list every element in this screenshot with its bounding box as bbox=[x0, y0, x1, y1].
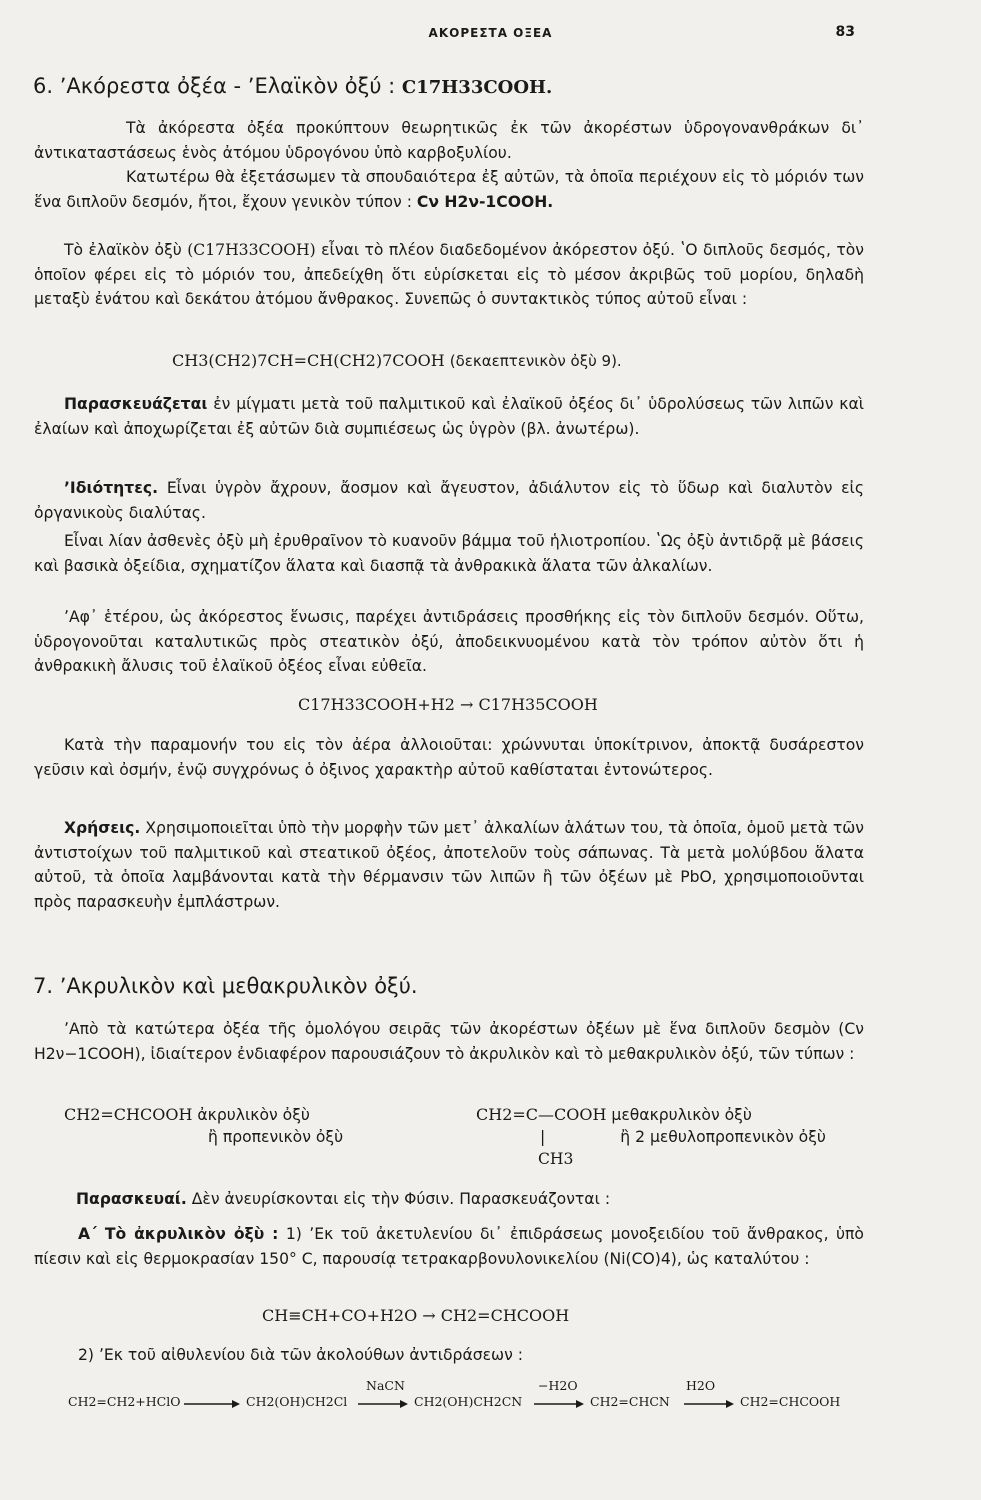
acrylic-alt-name: ἢ προπενικὸν ὀξὺ bbox=[208, 1128, 344, 1146]
chain-reagent-2: −H2O bbox=[538, 1378, 578, 1393]
section-6-heading bbox=[33, 74, 552, 100]
methacrylic-bond: | bbox=[540, 1128, 546, 1146]
methacrylic-branch: CH3 bbox=[538, 1150, 574, 1168]
hydrogenation-reaction: C17H33COOH+H2 → C17H35COOH bbox=[298, 695, 598, 714]
paragraph-uses bbox=[34, 816, 864, 914]
page-number: 83 bbox=[835, 24, 855, 40]
chain-arrow-3 bbox=[534, 1398, 584, 1410]
paragraph-properties bbox=[34, 476, 864, 525]
uses-lead: Χρήσεις. bbox=[64, 819, 141, 837]
oleic-structural-formula bbox=[172, 351, 622, 370]
paragraph-acidity: Εἶναι λίαν ἀσθενὲς ὀξὺ μὴ ἐρυθραῖνον τὸ κυανοῦν βάμμα τοῦ ἡλιοτροπίου. ʽΩς ὀξὺ ἀντιδρᾷ μὲ βάσεις καὶ βασικὰ ὀξείδια, σχηματίζον ἅλατα καὶ διασπᾷ τὰ ἀνθρακικὰ ἅλατα τῶν ἀλκαλίων. bbox=[34, 532, 864, 575]
acrylic-acid-block bbox=[64, 1104, 343, 1148]
structural-formula: CH3(CH2)7CH=CH(CH2)7COOH bbox=[172, 351, 445, 370]
ethylene-reaction-chain bbox=[68, 1378, 888, 1438]
chain-step-4: CH2=CHCN bbox=[590, 1394, 670, 1409]
general-formula-text: Κατωτέρω θὰ ἐξετάσωμεν τὰ σπουδαιότερα ἐξ αὐτῶν, τὰ ὁποῖα περιέχουν εἰς τὸ μόριόν των ἕνα διπλοῦν δεσμόν, ἤτοι, ἔχουν γενικὸν τύπον : bbox=[34, 168, 864, 211]
preparations-text: Δὲν ἀνευρίσκονται εἰς τὴν Φύσιν. Παρασκευάζονται : bbox=[191, 1190, 611, 1208]
preparation-text: ἐν μίγματι μετὰ τοῦ παλμιτικοῦ καὶ ἐλαϊκοῦ ὀξέος δι᾿ ὑδρολύσεως τῶν λιπῶν καὶ ἐλαίων καὶ ἀποχωρίζεται ἐξ αὐτῶν διὰ συμπιέσεως ὡς ὑγρὸν (βλ. ἀνωτέρω). bbox=[34, 395, 864, 438]
acetylene-reaction: CH≡CH+CO+H2O → CH2=CHCOOH bbox=[262, 1306, 570, 1325]
chain-reagent-3: H2O bbox=[686, 1378, 716, 1393]
chain-arrow-2 bbox=[358, 1398, 408, 1410]
chain-step-5: CH2=CHCOOH bbox=[740, 1394, 841, 1409]
running-title: ΑΚΟΡΕΣΤΑ ΟΞΕΑ bbox=[428, 26, 553, 40]
chain-reagent-1: NaCN bbox=[366, 1378, 405, 1393]
general-formula: Cν H2ν-1COOH. bbox=[416, 192, 554, 211]
chain-step-1: CH2=CH2+HClO bbox=[68, 1394, 181, 1409]
oleic-acid-formula: (C17H33COOH) bbox=[187, 241, 316, 259]
section-6-formula: C17H33COOH. bbox=[401, 77, 553, 98]
methacrylic-formula: CH2=C—COOH bbox=[476, 1105, 607, 1124]
acrylic-formula: CH2=CHCOOH bbox=[64, 1105, 193, 1124]
paragraph-addition: ʼΑφ᾿ ἑτέρου, ὡς ἀκόρεστος ἕνωσις, παρέχει ἀντιδράσεις προσθήκης εἰς τὸν διπλοῦν δεσμόν. Οὕτω, ὑδρογονοῦται καταλυτικῶς πρὸς στεατικὸν ὀξύ, ἀποδεικνυομένου κατὰ τὸν τρόπον αὐτὸν ὅτι ἡ ἀνθρακικὴ ἄλυσις τοῦ ἐλαϊκοῦ ὀξέος εἶναι εὐθεῖα. bbox=[34, 608, 864, 675]
paragraph-preparations bbox=[34, 1187, 864, 1212]
chain-arrow-1 bbox=[184, 1398, 240, 1410]
acrylic-name: ἀκρυλικὸν ὀξὺ bbox=[197, 1106, 310, 1124]
uses-text: Χρησιμοποιεῖται ὑπὸ τὴν μορφὴν τῶν μετ᾿ ἀλκαλίων ἁλάτων του, τὰ ὁποῖα, ὁμοῦ μετὰ τῶν ἀντιστοίχων τοῦ παλμιτικοῦ καὶ στεατικοῦ ὀξέος, ἀποτελοῦν τοὺς σάπωνας. Τὰ μετὰ μολύβδου ἅλατα αὐτοῦ, τὰ ὁποῖα λαμβάνονται κατὰ τὴν θέρμανσιν τῶν λιπῶν ἢ τῶν ὀξέων μὲ PbO, χρησιμοποιοῦνται πρὸς παρασκευὴν ἐμπλάστρων. bbox=[34, 819, 864, 911]
paragraph-acrylic-from-acetylene bbox=[34, 1222, 864, 1271]
methacrylic-acid-block bbox=[476, 1104, 826, 1170]
properties-lead: ʼΙδιότητες. bbox=[64, 479, 159, 497]
chain-step-3: CH2(OH)CH2CN bbox=[414, 1394, 523, 1409]
properties-text: Εἶναι ὑγρὸν ἄχρουν, ἄοσμον καὶ ἄγευστον, ἀδιάλυτον εἰς τὸ ὕδωρ καὶ διαλυτὸν εἰς ὀργανικοὺς διαλύτας. bbox=[34, 479, 864, 522]
section-6-title: 6. ʼΑκόρεστα ὀξέα - ʼΕλαϊκὸν ὀξύ : bbox=[33, 74, 396, 98]
paragraph-acrylic-from-ethylene: 2) ʼΕκ τοῦ αἰθυλενίου διὰ τῶν ἀκολούθων ἀντιδράσεων : bbox=[78, 1346, 524, 1364]
methacrylic-name: μεθακρυλικὸν ὀξὺ bbox=[611, 1106, 752, 1124]
page-header bbox=[0, 22, 981, 46]
paragraph-preparation bbox=[34, 392, 864, 441]
structural-note: (δεκαεπτενικὸν ὀξὺ 9). bbox=[449, 352, 622, 370]
acrylic-method-lead: Α΄ Τὸ ἀκρυλικὸν ὀξὺ : bbox=[78, 1225, 279, 1243]
paragraph-acrylic-intro: ʼΑπὸ τὰ κατώτερα ὀξέα τῆς ὁμολόγου σειρᾶς τῶν ἀκορέστων ὀξέων μὲ ἕνα διπλοῦν δεσμὸν (Cν H2ν−1COOH), ἰδιαίτερον ἐνδιαφέρον παρουσιάζουν τὸ ἀκρυλικὸν καὶ τὸ μεθακρυλικὸν ὀξύ, τῶν τύπων : bbox=[34, 1020, 864, 1063]
paragraph-oleic-acid bbox=[34, 238, 864, 312]
section-7-heading: 7. ʼΑκρυλικὸν καὶ μεθακρυλικὸν ὀξύ. bbox=[33, 974, 418, 998]
preparation-lead: Παρασκευάζεται bbox=[64, 395, 208, 413]
paragraph-general-formula bbox=[34, 165, 864, 214]
acrylic-method-text: 1) ʼΕκ τοῦ ἀκετυλενίου δι᾿ ἐπιδράσεως μονοξειδίου τοῦ ἄνθρακος, ὑπὸ πίεσιν καὶ εἰς θερμοκρασίαν 150° C, παρουσίᾳ τετρακαρβονυλονικελίου (Ni(CO)4), ὡς καταλύτου : bbox=[34, 1225, 864, 1268]
oleic-acid-lead: Τὸ ἐλαϊκὸν ὀξὺ bbox=[64, 241, 182, 259]
chain-arrow-4 bbox=[684, 1398, 734, 1410]
paragraph-intro: Τὰ ἀκόρεστα ὀξέα προκύπτουν θεωρητικῶς ἐκ τῶν ἀκορέστων ὑδρογονανθράκων δι᾿ ἀντικαταστάσεως ἑνὸς ἀτόμου ὑδρογόνου ὑπὸ καρβοξυλίου. bbox=[34, 119, 864, 162]
paragraph-aging: Κατὰ τὴν παραμονήν του εἰς τὸν ἀέρα ἀλλοιοῦται: χρώννυται ὑποκίτρινον, ἀποκτᾷ δυσάρεστον γεῦσιν καὶ ὀσμήν, ἐνῷ συγχρόνως ὁ ὀξινος χαρακτὴρ αὐτοῦ καθίσταται ἐντονώτερος. bbox=[34, 736, 864, 779]
oleic-acid-text: εἶναι τὸ πλέον διαδεδομένον ἀκόρεστον ὀξύ. ʽΟ διπλοῦς δεσμός, τὸν ὁποῖον φέρει εἰς τὸ μόριόν του, ἀπεδείχθη ὅτι εὑρίσκεται εἰς τὸ μέσον ἀκριβῶς τοῦ μορίου, δηλαδὴ μεταξὺ ἐνάτου καὶ δεκάτου ἀτόμου ἄνθρακος. Συνεπῶς ὁ συντακτικὸς τύπος αὐτοῦ εἶναι : bbox=[34, 241, 864, 308]
methacrylic-alt-name: ἢ 2 μεθυλοπροπενικὸν ὀξὺ bbox=[620, 1128, 826, 1146]
preparations-lead: Παρασκευαί. bbox=[76, 1190, 187, 1208]
chain-step-2: CH2(OH)CH2Cl bbox=[246, 1394, 348, 1409]
